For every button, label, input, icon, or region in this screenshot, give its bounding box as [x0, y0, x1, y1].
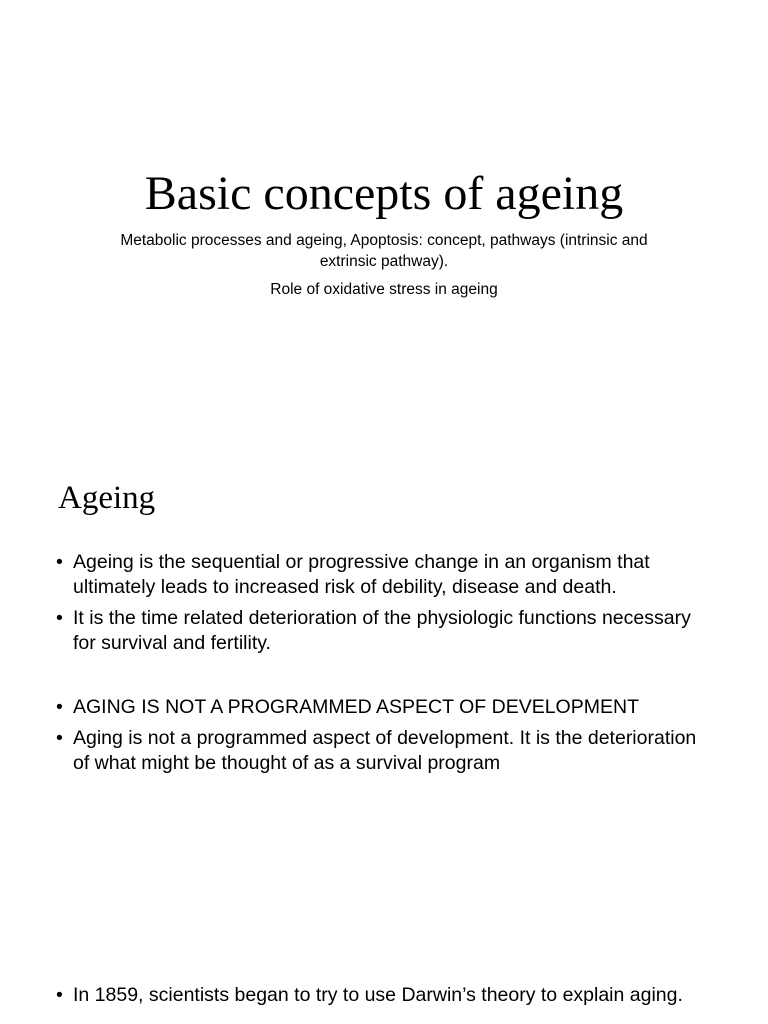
slide-subtitle [100, 230, 668, 307]
bullet-item: • Ageing is the sequential or progressive change in an organism that ultimately leads to increased risk of debility, disease and death. [56, 550, 706, 600]
slide-title [0, 0, 768, 430]
subtitle-line: Role of oxidative stress in ageing [270, 281, 498, 298]
bullet-item: • Aging is not a programmed aspect of development. It is the deterioration of what might be thought of as a survival program [56, 726, 706, 776]
bullet-item: • AGING IS NOT A PROGRAMMED ASPECT OF DEVELOPMENT [56, 695, 706, 720]
bullet-list [56, 983, 706, 1014]
slide-ageing [0, 430, 768, 1024]
bullet-list [56, 695, 706, 782]
slide-heading: Ageing [58, 480, 156, 516]
bullet-list [56, 550, 706, 662]
slide-title-heading: Basic concepts of ageing [144, 167, 624, 220]
bullet-item: • In 1859, scientists began to try to use Darwin’s theory to explain aging. [56, 983, 706, 1008]
subtitle-line: Metabolic processes and ageing, Apoptosis: concept, pathways (intrinsic and extrinsic pathway). [120, 232, 648, 270]
bullet-item: • It is the time related deterioration of the physiologic functions necessary for survival and fertility. [56, 606, 706, 656]
